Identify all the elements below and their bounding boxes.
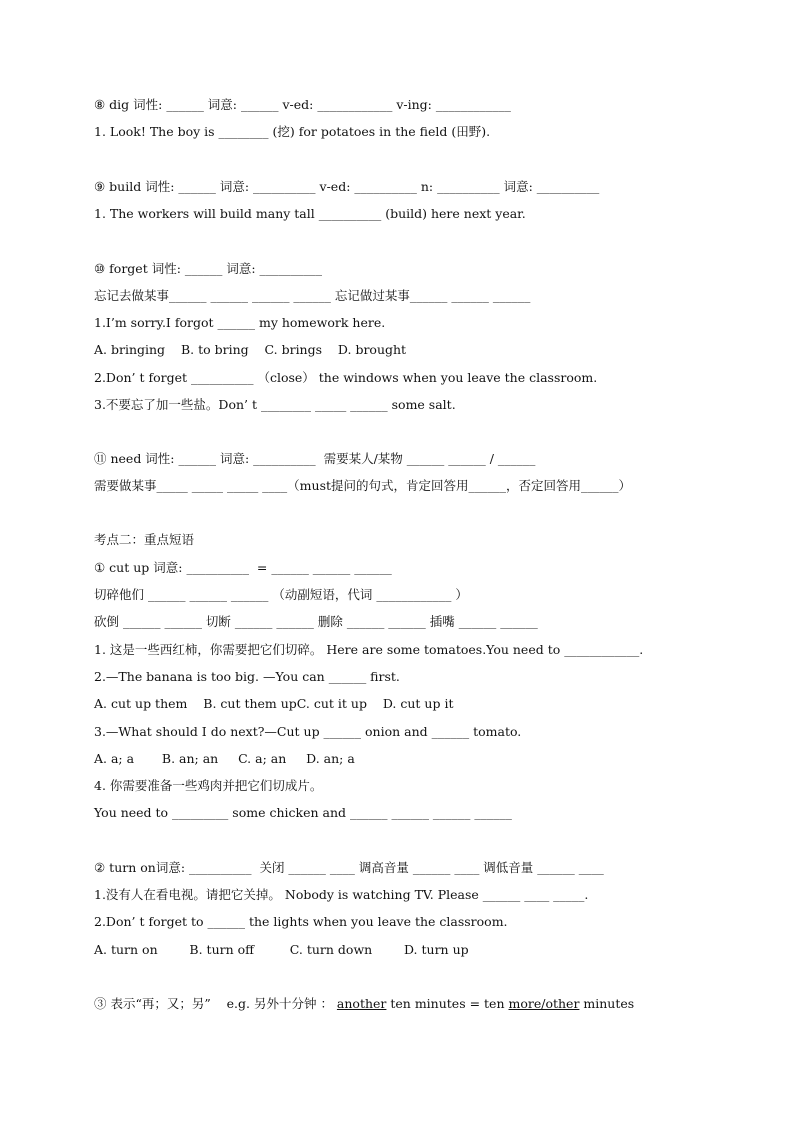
dig-header-line: ⑧ dig 词性: ______ 词意: ______ v-ed: ____________ v-ing: ____________ xyxy=(94,97,511,112)
turnon-exercise-2-options: A. turn on B. turn off C. turn down D. turn up xyxy=(94,942,469,957)
forget-usage-line: 忘记去做某事______ ______ ______ ______ 忘记做过某事______ ______ ______ xyxy=(94,288,531,303)
forget-exercise-1: 1.I’m sorry.I forgot ______ my homework here. xyxy=(94,315,386,330)
build-header-line: ⑨ build 词性: ______ 词意: __________ v-ed: __________ n: __________ 词意: __________ xyxy=(94,179,600,194)
turnon-exercise-1: 1.没有人在看电视。请把它关掉。 Nobody is watching TV. Please ______ ____ _____. xyxy=(94,887,589,902)
turnon-exercise-2: 2.Don’ t forget to ______ the lights when you leave the classroom. xyxy=(94,914,508,929)
cutup-header-line: ① cut up 词意: __________ = ______ ______ ______ xyxy=(94,560,392,575)
forget-exercise-3: 3.不要忘了加一些盐。Don’ t ________ _____ ______ some salt. xyxy=(94,397,456,412)
turnon-header-line: ② turn on词意: __________ 关闭 ______ ____ 调高音量 ______ ____ 调低音量 ______ ____ xyxy=(94,860,604,875)
forget-header-line: ⑩ forget 词性: ______ 词意: __________ xyxy=(94,261,323,276)
more-other-underlined: more/other xyxy=(508,996,580,1011)
another-line-suffix: minutes xyxy=(579,996,635,1011)
cutup-exercise-3-options: A. a; a B. an; an C. a; an D. an; a xyxy=(94,751,355,766)
cutup-exercise-4-english: You need to _________ some chicken and ______ ______ ______ ______ xyxy=(94,805,512,820)
forget-exercise-1-options: A. bringing B. to bring C. brings D. brought xyxy=(94,342,407,357)
need-usage-line: 需要做某事_____ _____ _____ ____（must提问的句式，肯定回答用______，否定回答用______） xyxy=(94,478,632,493)
cutup-exercise-2-options: A. cut up them B. cut them upC. cut it up D. cut up it xyxy=(94,696,454,711)
another-usage-line xyxy=(94,996,634,1012)
build-exercise-1: 1. The workers will build many tall __________ (build) here next year. xyxy=(94,206,526,221)
need-header-line: ⑪ need 词性: ______ 词意: __________ 需要某人/某物 ______ ______ / ______ xyxy=(94,451,536,466)
cutup-exercise-1: 1. 这是一些西红柿，你需要把它们切碎。 Here are some tomatoes.You need to ____________. xyxy=(94,642,644,657)
cutup-exercise-3: 3.—What should I do next?—Cut up ______ onion and ______ tomato. xyxy=(94,724,522,739)
cutup-exercise-2: 2.—The banana is too big. —You can ______ first. xyxy=(94,669,400,684)
section-title: 考点二：重点短语 xyxy=(94,532,195,547)
forget-exercise-2: 2.Don’ t forget __________ （close） the windows when you leave the classroom. xyxy=(94,370,598,385)
cutup-them-line: 切碎他们 ______ ______ ______ （动副短语，代词 ____________ ） xyxy=(94,587,468,602)
another-line-middle: ten minutes = ten xyxy=(386,996,509,1011)
another-underlined: another xyxy=(336,996,387,1011)
another-line-prefix: ③ 表示“再；又；另” e.g. 另外十分钟 ： xyxy=(94,996,337,1011)
cutup-related-phrases: 砍倒 ______ ______ 切断 ______ ______ 删除 ______ ______ 插嘴 ______ ______ xyxy=(94,614,538,629)
dig-exercise-1: 1. Look! The boy is ________ (挖) for potatoes in the field (田野). xyxy=(94,124,491,139)
cutup-exercise-4: 4. 你需要准备一些鸡肉并把它们切成片。 xyxy=(94,778,323,793)
